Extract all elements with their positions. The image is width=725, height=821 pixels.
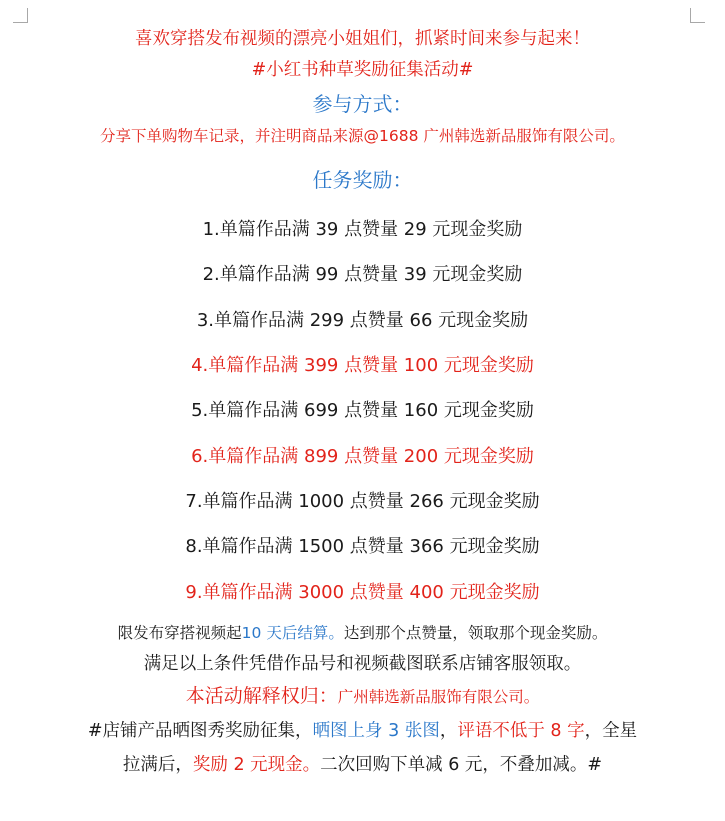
page-corner-mark-left bbox=[13, 8, 28, 23]
reward-item-3: 3.单篇作品满 299 点赞量 66 元现金奖励 bbox=[196, 310, 529, 331]
review-comment-requirement: 评语不低于 8 字 bbox=[457, 721, 585, 741]
campaign-hashtag: #小红书种草奖励征集活动# bbox=[251, 60, 474, 80]
review-photo-requirement: 晒图上身 3 张图 bbox=[312, 721, 440, 741]
review-rating-prefix: ，全星 bbox=[584, 721, 638, 741]
rights-statement bbox=[0, 685, 725, 708]
settlement-period: 10 天后结算。 bbox=[241, 624, 344, 642]
method-text: 分享下单购物车记录，并注明商品来源@1688 广州韩选新品服饰有限公司。 bbox=[100, 127, 625, 145]
review-separator: ， bbox=[439, 721, 458, 741]
review-rating-suffix: 拉满后， bbox=[122, 755, 193, 775]
settlement-note-prefix: 限发布穿搭视频起 bbox=[117, 624, 242, 642]
intro-text: 喜欢穿搭发布视频的漂亮小姐姐们，抓紧时间来参与起来！ bbox=[135, 29, 590, 49]
reward-item-1: 1.单篇作品满 39 点赞量 29 元现金奖励 bbox=[202, 219, 523, 240]
reward-item-6: 6.单篇作品满 899 点赞量 200 元现金奖励 bbox=[191, 446, 534, 467]
repurchase-discount: 二次回购下单减 6 元，不叠加减。# bbox=[320, 755, 603, 775]
reward-item-2: 2.单篇作品满 99 点赞量 39 元现金奖励 bbox=[202, 264, 523, 285]
reward-item-9: 9.单篇作品满 3000 点赞量 400 元现金奖励 bbox=[185, 582, 540, 603]
contact-instructions: 满足以上条件凭借作品号和视频截图联系店铺客服领取。 bbox=[143, 654, 582, 674]
review-campaign-line-2 bbox=[0, 755, 725, 776]
review-campaign-line-1 bbox=[0, 721, 725, 742]
rights-company: 广州韩选新品服饰有限公司。 bbox=[337, 688, 540, 706]
page-corner-mark-right bbox=[690, 8, 705, 23]
reward-item-5: 5.单篇作品满 699 点赞量 160 元现金奖励 bbox=[191, 400, 534, 421]
reward-item-8: 8.单篇作品满 1500 点赞量 366 元现金奖励 bbox=[185, 536, 540, 557]
rewards-title: 任务奖励： bbox=[312, 168, 413, 192]
settlement-note bbox=[0, 624, 725, 643]
settlement-note-suffix: 达到那个点赞量，领取那个现金奖励。 bbox=[343, 624, 608, 642]
review-reward: 奖励 2 元现金。 bbox=[192, 755, 321, 775]
rights-label: 本活动解释权归： bbox=[185, 685, 338, 707]
method-title: 参与方式： bbox=[312, 92, 413, 116]
reward-item-7: 7.单篇作品满 1000 点赞量 266 元现金奖励 bbox=[185, 491, 540, 512]
review-intro: #店铺产品晒图秀奖励征集， bbox=[87, 721, 313, 741]
reward-item-4: 4.单篇作品满 399 点赞量 100 元现金奖励 bbox=[191, 355, 534, 376]
